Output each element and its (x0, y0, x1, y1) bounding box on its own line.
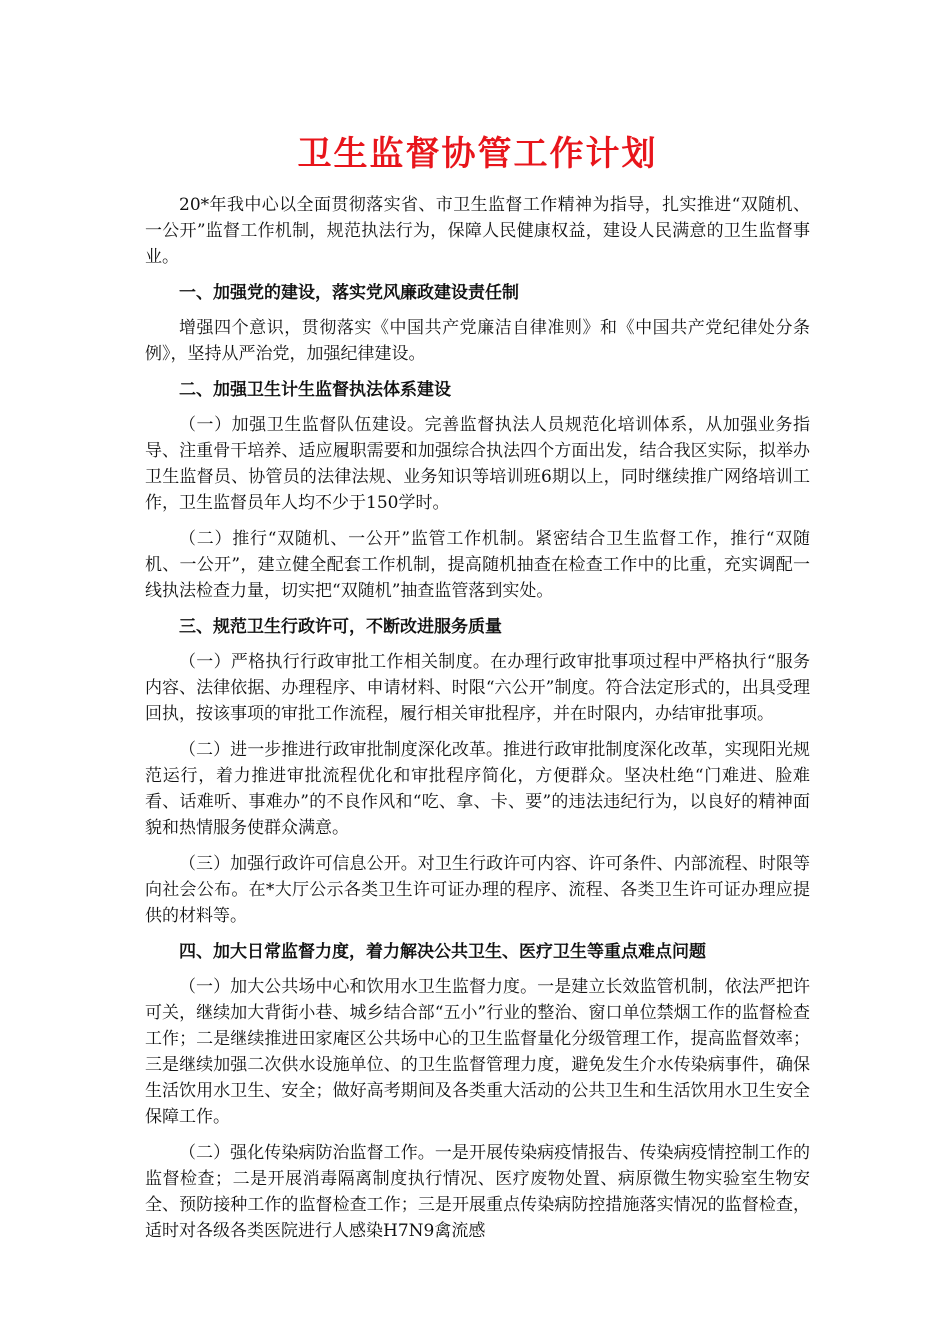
section-1 (145, 280, 810, 367)
document-page (145, 130, 810, 1254)
section-3 (145, 614, 810, 929)
section-heading: 三、规范卫生行政许可，不断改进服务质量 (179, 617, 502, 637)
section-paragraph: （一）加强卫生监督队伍建设。完善监督执法人员规范化培训体系，从加强业务指导、注重骨干培养、适应履职需要和加强综合执法四个方面出发，结合我区实际，拟举办卫生监督员、协管员的法律法规、业务知识等培训班6期以上，同时继续推广网络培训工作，卫生监督员年人均不少于150学时。 (145, 415, 810, 513)
section-paragraph: （三）加强行政许可信息公开。对卫生行政许可内容、许可条件、内部流程、时限等向社会公布。在*大厅公示各类卫生许可证办理的程序、流程、各类卫生许可证办理应提供的材料等。 (145, 854, 810, 926)
section-paragraph: （一）严格执行行政审批工作相关制度。在办理行政审批事项过程中严格执行“服务内容、法律依据、办理程序、申请材料、时限“六公开”制度。符合法定形式的，出具受理回执，按该事项的审批工作流程，履行相关审批程序，并在时限内，办结审批事项。 (145, 652, 810, 724)
section-2 (145, 377, 810, 604)
section-paragraph: （二）强化传染病防治监督工作。一是开展传染病疫情报告、传染病疫情控制工作的监督检查；二是开展消毒隔离制度执行情况、医疗废物处置、病原微生物实验室生物安全、预防接种工作的监督检查工作；三是开展重点传染病防控措施落实情况的监督检查，适时对各级各类医院进行人感染H7N9禽流感 (145, 1143, 810, 1241)
section-heading: 一、加强党的建设，落实党风廉政建设责任制 (179, 283, 519, 303)
section-paragraph: 增强四个意识，贯彻落实《中国共产党廉洁自律准则》和《中国共产党纪律处分条例》，坚持从严治党，加强纪律建设。 (145, 318, 810, 364)
section-paragraph: （二）推行“双随机、一公开”监管工作机制。紧密结合卫生监督工作，推行“双随机、一公开”，建立健全配套工作机制，提高随机抽查在检查工作中的比重，充实调配一线执法检查力量，切实把“双随机”抽查监管落到实处。 (145, 529, 810, 601)
section-heading: 四、加大日常监督力度，着力解决公共卫生、医疗卫生等重点难点问题 (179, 942, 706, 962)
section-paragraph: （一）加大公共场中心和饮用水卫生监督力度。一是建立长效监管机制，依法严把许可关，继续加大背街小巷、城乡结合部“五小”行业的整治、窗口单位禁烟工作的监督检查工作；二是继续推进田家庵区公共场中心的卫生监督量化分级管理工作，提高监督效率；三是继续加强二次供水设施单位、的卫生监督管理力度，避免发生介水传染病事件，确保生活饮用水卫生、安全；做好高考期间及各类重大活动的公共卫生和生活饮用水卫生安全保障工作。 (145, 977, 810, 1127)
section-4 (145, 939, 810, 1244)
section-heading: 二、加强卫生计生监督执法体系建设 (179, 380, 451, 400)
document-title: 卫生监督协管工作计划 (297, 134, 658, 174)
section-paragraph: （二）进一步推进行政审批制度深化改革。推进行政审批制度深化改革，实现阳光规范运行，着力推进审批流程优化和审批程序简化，方便群众。坚决杜绝“门难进、脸难看、话难听、事难办”的不良作风和“吃、拿、卡、要”的违法违纪行为，以良好的精神面貌和热情服务使群众满意。 (145, 740, 810, 838)
intro-paragraph: 20*年我中心以全面贯彻落实省、市卫生监督工作精神为指导，扎实推进“双随机、一公开”监督工作机制，规范执法行为，保障人民健康权益，建设人民满意的卫生监督事业。 (145, 195, 810, 267)
